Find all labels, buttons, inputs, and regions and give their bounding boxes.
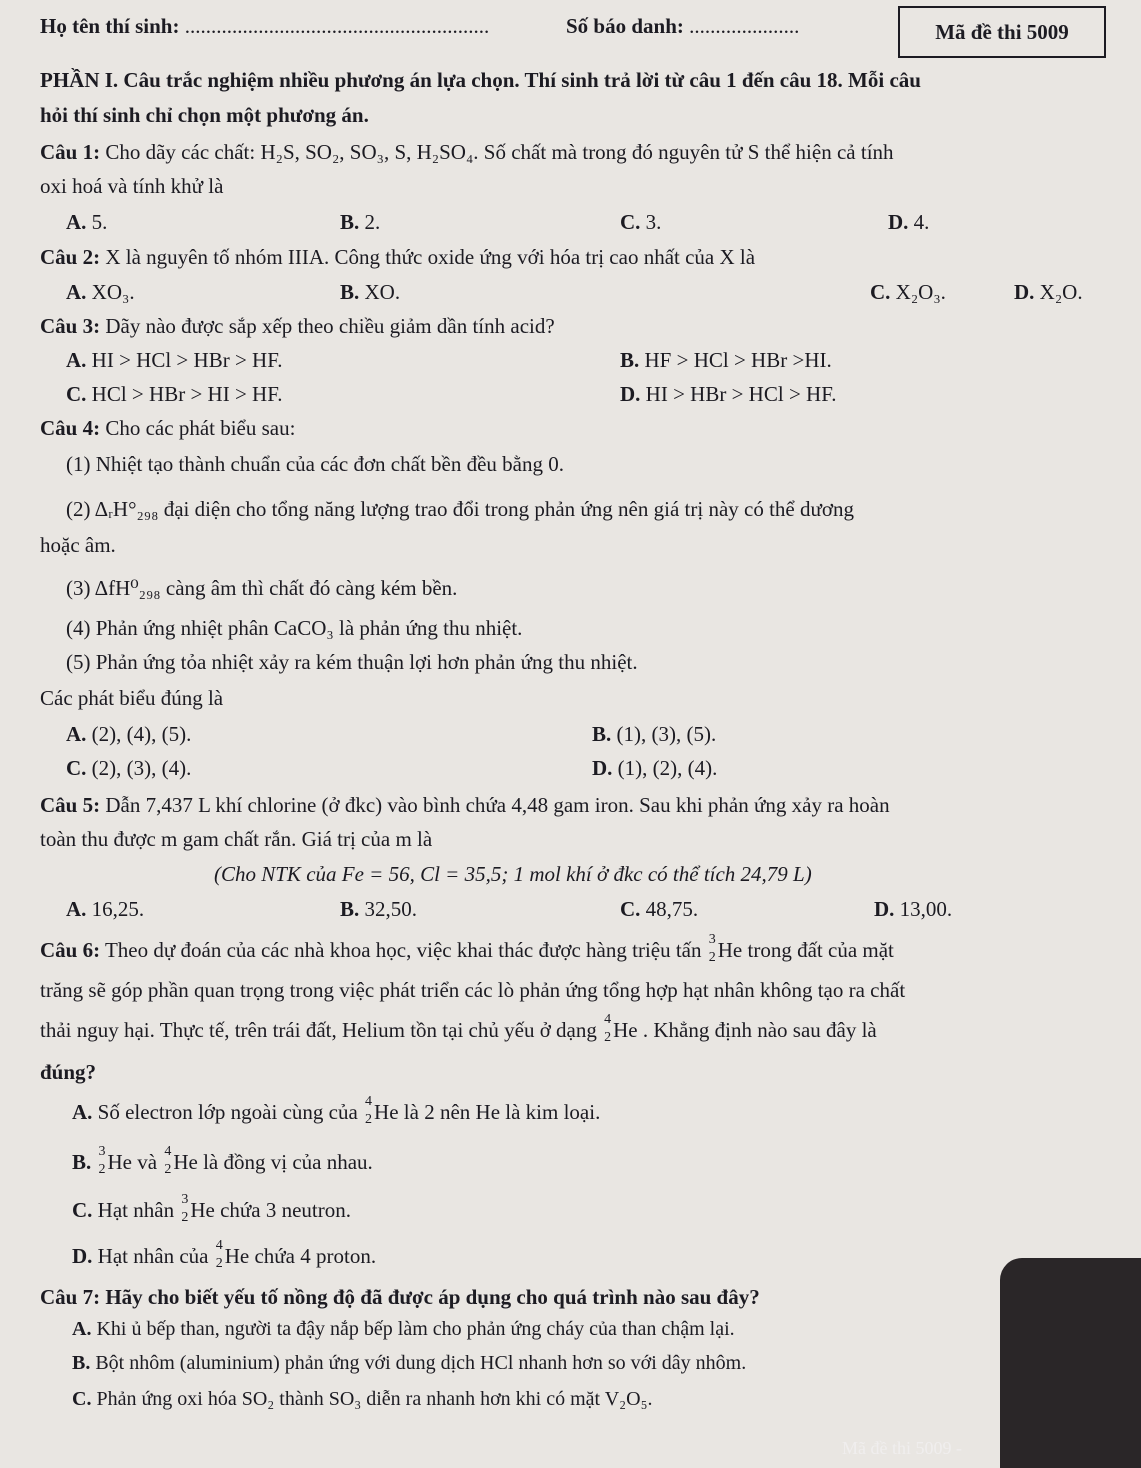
- q7-label: Câu 7:: [40, 1285, 101, 1309]
- q6-option-b: B. 3 2 He và 4 2 He là đồng vị của nhau.: [72, 1144, 373, 1177]
- helium-4-nuclide: 4 2 He: [604, 1012, 638, 1045]
- q4-statement-2-cont: hoặc âm.: [40, 533, 116, 557]
- q5-option-d: D. 13,00.: [874, 897, 953, 921]
- candidate-name-label: Họ tên thí sinh:: [40, 14, 180, 38]
- q5-stem: [40, 793, 890, 818]
- q2-label: Câu 2:: [40, 245, 101, 269]
- q2-option-a: A. XO₃.: [66, 280, 135, 304]
- q5-stem-cont: toàn thu được m gam chất rắn. Giá trị của m là: [40, 827, 433, 851]
- q3-option-a: A. HI > HCl > HBr > HF.: [66, 348, 283, 372]
- q6-stem-3: thải nguy hại. Thực tế, trên trái đất, Helium tồn tại chủ yếu ở dạng 4 2 He . Khẳng định nào sau đây là: [40, 1012, 877, 1045]
- q2-option-c: C. X₂O₃.: [870, 280, 946, 304]
- delta-r-h298-symbol: ΔᵣH°₂₉₈: [94, 497, 159, 521]
- q4-text: Cho các phát biểu sau:: [100, 416, 296, 440]
- q1-option-d: D. 4.: [888, 210, 930, 234]
- q7-option-b: B. Bột nhôm (aluminium) phản ứng với dung dịch HCl nhanh hơn so với dây nhôm.: [72, 1352, 747, 1374]
- q7-stem: [40, 1285, 760, 1310]
- q6-option-a: A. Số electron lớp ngoài cùng của 4 2 He là 2 nên He là kim loại.: [72, 1094, 601, 1127]
- q3-text: Dãy nào được sắp xếp theo chiều giảm dần tính acid?: [100, 314, 555, 338]
- q4-statement-2: (2) ΔᵣH°₂₉₈ đại diện cho tổng năng lượng trao đổi trong phản ứng nên giá trị này có thể dương: [66, 497, 854, 521]
- page-footer: Mã đề thi 5009 -: [842, 1438, 962, 1458]
- q4-option-d: D. (1), (2), (4).: [592, 756, 718, 780]
- q4-statement-4: (4) Phản ứng nhiệt phân CaCO₃ là phản ứng thu nhiệt.: [66, 616, 523, 640]
- q6-option-d: D. Hạt nhân của 4 2 He chứa 4 proton.: [72, 1238, 377, 1271]
- q5-option-b: B. 32,50.: [340, 897, 418, 921]
- q3-option-c: C. HCl > HBr > HI > HF.: [66, 382, 283, 406]
- q6-label: Câu 6:: [40, 938, 101, 962]
- q3-option-b: B. HF > HCl > HBr >HI.: [620, 348, 832, 372]
- q2-stem: [40, 245, 755, 270]
- q1-option-c: C. 3.: [620, 210, 662, 234]
- part1-instruction-1: PHẦN I. Câu trắc nghiệm nhiều phương án lựa chọn. Thí sinh trả lời từ câu 1 đến câu 18. Mỗi câu: [40, 68, 921, 92]
- q1-formulas: H₂S, SO₂, SO₃, S, H₂SO₄: [260, 140, 474, 164]
- q1-label: Câu 1:: [40, 140, 101, 164]
- q1-text-b: . Số chất mà trong đó nguyên tử S thể hiện cả tính: [473, 140, 894, 164]
- q7-option-a: A. Khi ủ bếp than, người ta đậy nắp bếp làm cho phản ứng cháy của than chậm lại.: [72, 1318, 735, 1340]
- candidate-id-label: Số báo danh:: [566, 14, 684, 38]
- q5-label: Câu 5:: [40, 793, 101, 817]
- shadow-corner: [1000, 1258, 1141, 1468]
- q1-stem-cont: oxi hoá và tính khử là: [40, 174, 224, 198]
- q4-option-c: C. (2), (3), (4).: [66, 756, 192, 780]
- q4-conclusion: Các phát biểu đúng là: [40, 686, 224, 710]
- q4-statement-1: (1) Nhiệt tạo thành chuẩn của các đơn chất bền đều bằng 0.: [66, 452, 564, 476]
- q2-option-b: B. XO.: [340, 280, 401, 304]
- q1-option-b: B. 2.: [340, 210, 381, 234]
- q6-stem-2: trăng sẽ góp phần quan trọng trong việc phát triển các lò phản ứng tổng hợp hạt nhân không tạo ra chất: [40, 978, 906, 1002]
- q4-statement-5: (5) Phản ứng tỏa nhiệt xảy ra kém thuận lợi hơn phản ứng thu nhiệt.: [66, 650, 638, 674]
- q3-option-d: D. HI > HBr > HCl > HF.: [620, 382, 837, 406]
- q3-stem: [40, 314, 555, 339]
- q2-option-d: D. X₂O.: [1014, 280, 1083, 304]
- q1-option-a: A. 5.: [66, 210, 108, 234]
- q7-text: Hãy cho biết yếu tố nồng độ đã được áp dụng cho quá trình nào sau đây?: [100, 1285, 760, 1309]
- candidate-name-dots: ..........................................................: [184, 14, 490, 38]
- q4-statement-3: (3) ΔfH⁰₂₉₈ càng âm thì chất đó càng kém bền.: [66, 576, 458, 600]
- q4-option-b: B. (1), (3), (5).: [592, 722, 717, 746]
- q7-option-c: C. Phản ứng oxi hóa SO₂ thành SO₃ diễn ra nhanh hơn khi có mặt V₂O₅.: [72, 1388, 653, 1410]
- delta-f-h298-symbol: ΔfH⁰₂₉₈: [94, 576, 161, 600]
- q1-text-a: Cho dãy các chất:: [100, 140, 261, 164]
- q6-stem-4: đúng?: [40, 1060, 97, 1084]
- q5-option-c: C. 48,75.: [620, 897, 699, 921]
- q4-stem: [40, 416, 295, 441]
- q1-stem: [40, 140, 894, 165]
- q5-text-1: Dẫn 7,437 L khí chlorine (ở đkc) vào bình chứa 4,48 gam iron. Sau khi phản ứng xảy ra hoàn: [100, 793, 890, 817]
- q5-option-a: A. 16,25.: [66, 897, 145, 921]
- q2-text: X là nguyên tố nhóm IIIA. Công thức oxide ứng với hóa trị cao nhất của X là: [100, 245, 756, 269]
- q4-option-a: A. (2), (4), (5).: [66, 722, 192, 746]
- header-row: [40, 14, 489, 39]
- exam-code-box: [898, 6, 1106, 58]
- q4-label: Câu 4:: [40, 416, 101, 440]
- candidate-id-row: [566, 14, 799, 39]
- q6-option-c: C. Hạt nhân 3 2 He chứa 3 neutron.: [72, 1192, 351, 1225]
- q6-stem: Câu 6: Theo dự đoán của các nhà khoa học, việc khai thác được hàng triệu tấn 3 2 He trong đất của mặt: [40, 932, 894, 965]
- q3-label: Câu 3:: [40, 314, 101, 338]
- candidate-id-dots: .....................: [689, 14, 800, 38]
- exam-code: Mã đề thi 5009: [935, 19, 1069, 44]
- part1-instruction-2: hỏi thí sinh chỉ chọn một phương án.: [40, 103, 369, 127]
- helium-3-nuclide: 3 2 He: [708, 932, 743, 965]
- q5-note: (Cho NTK của Fe = 56, Cl = 35,5; 1 mol khí ở đkc có thể tích 24,79 L): [214, 862, 812, 886]
